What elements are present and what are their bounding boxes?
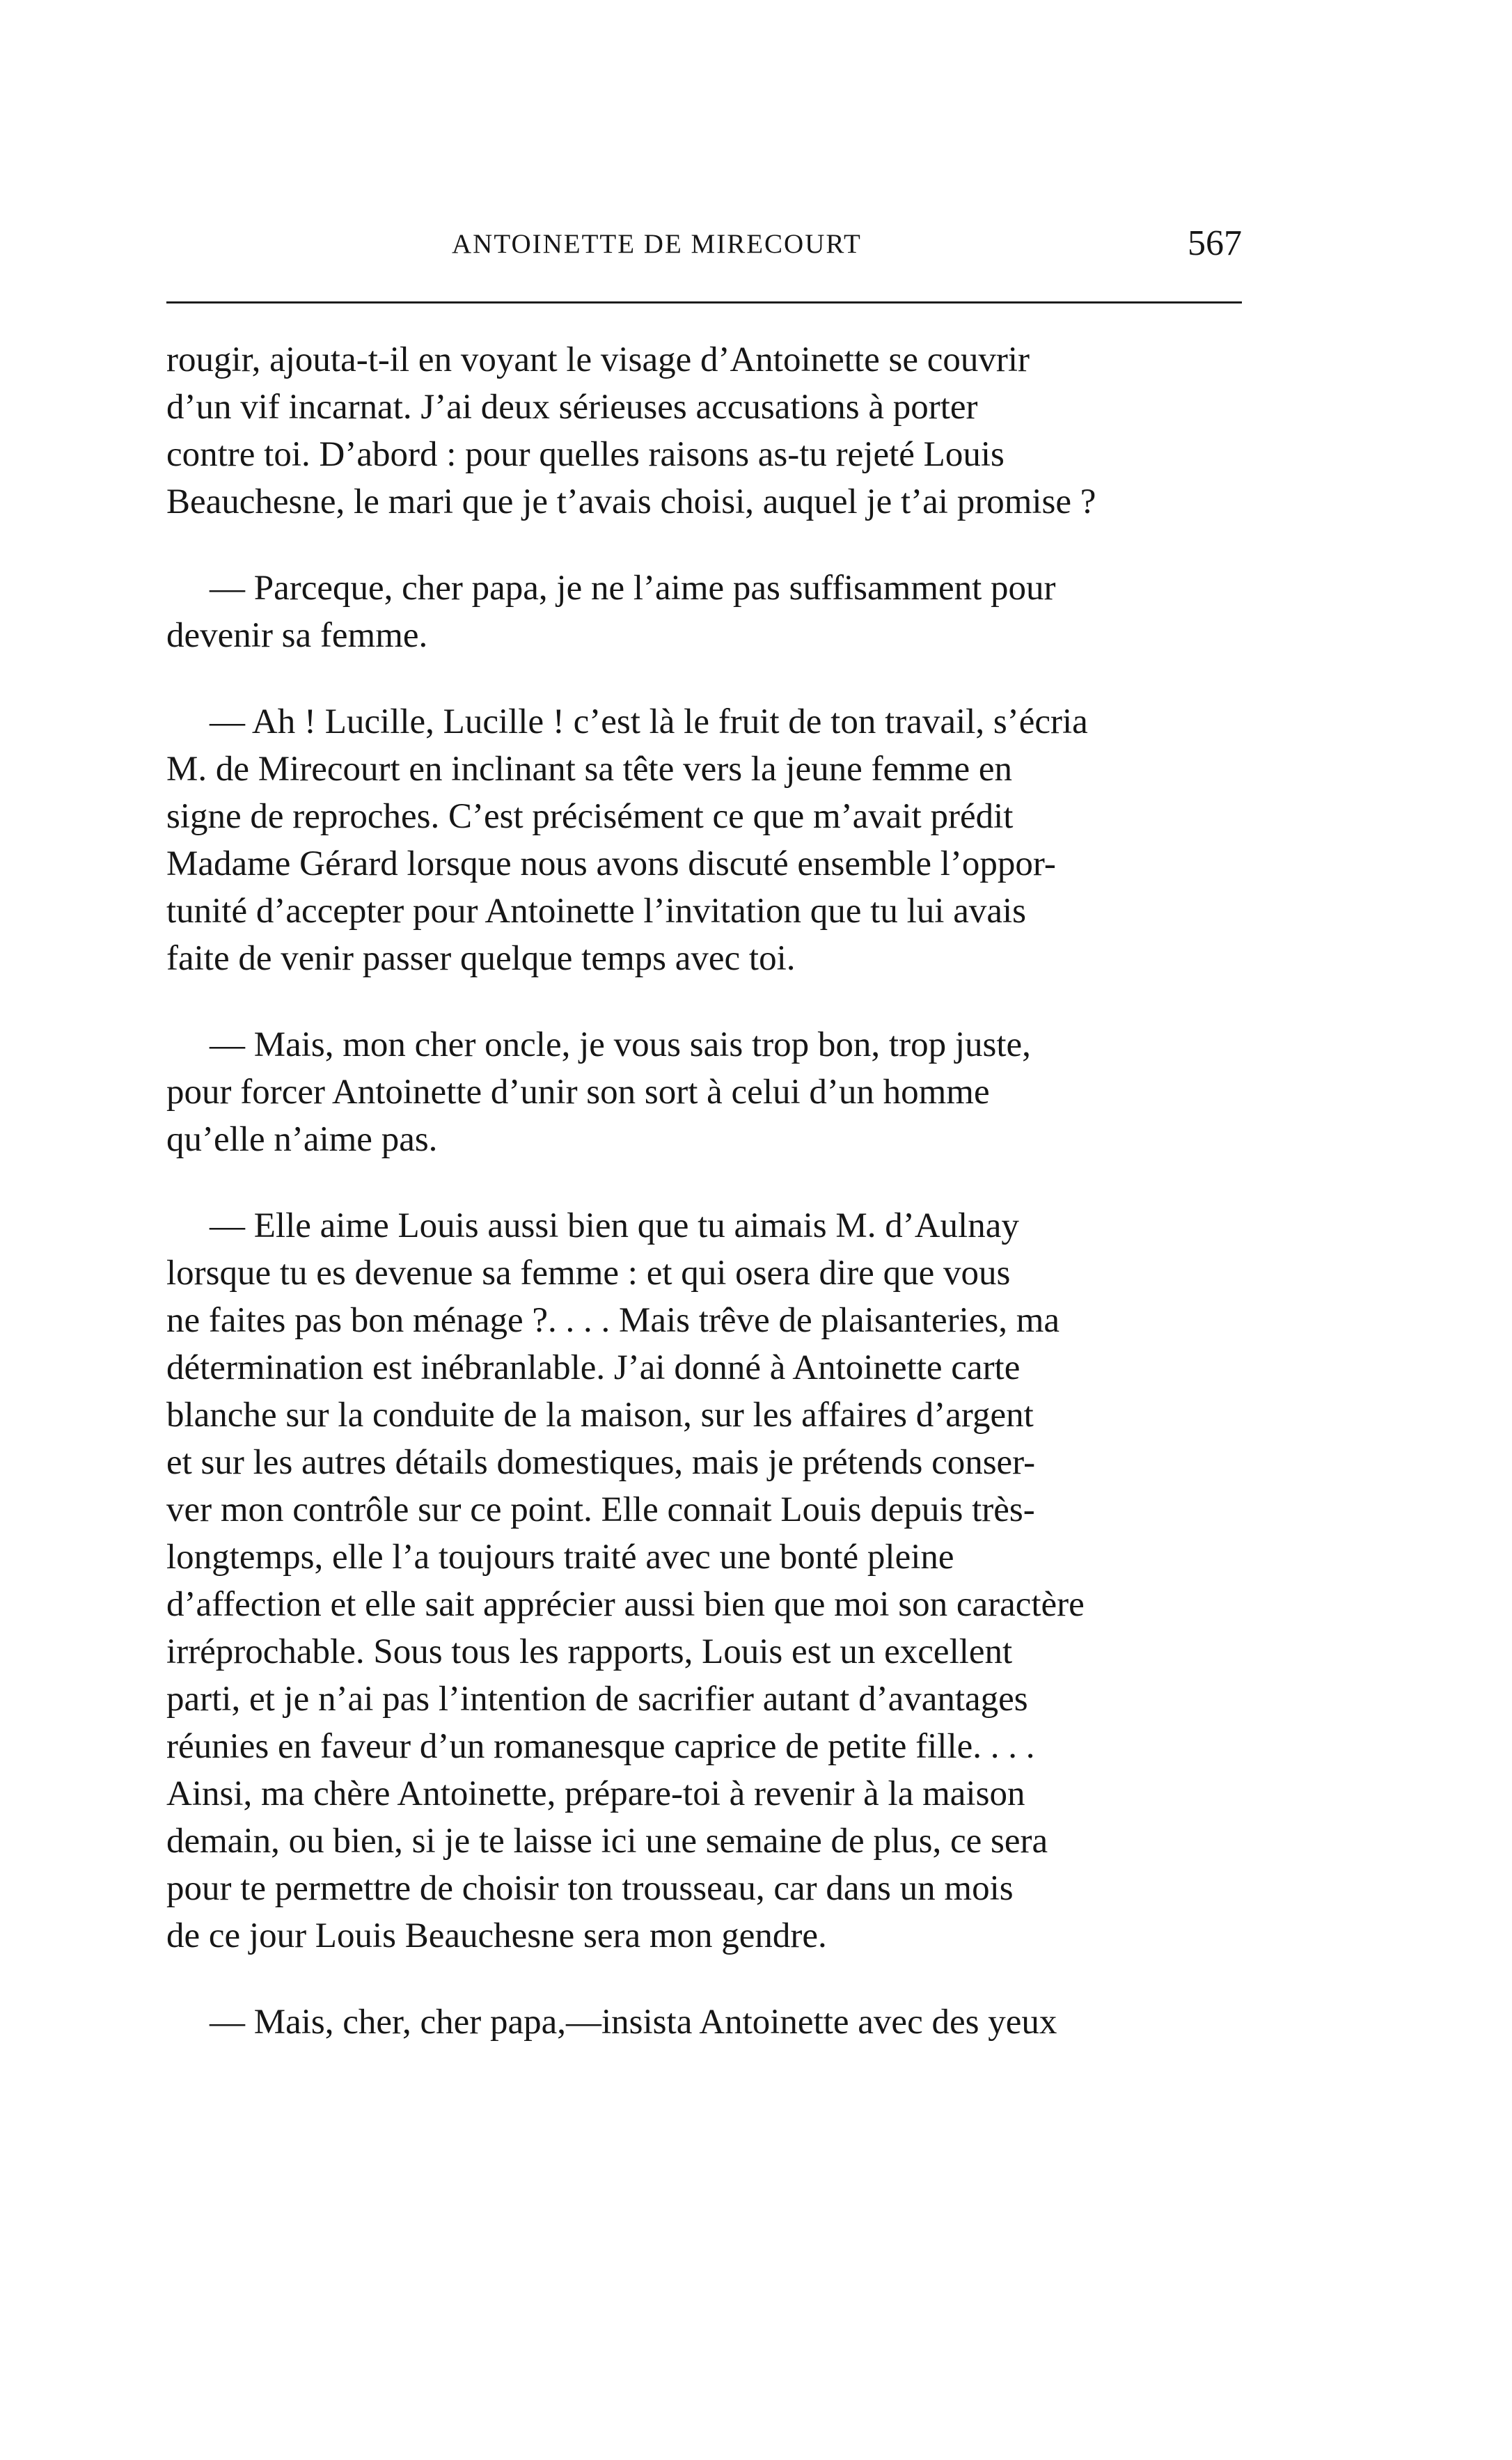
text-line: blanche sur la conduite de la maison, sur les affaires d’argent xyxy=(166,1396,1034,1435)
text-line: et sur les autres détails domestiques, mais je prétends conser- xyxy=(166,1443,1036,1482)
text-line: contre toi. D’abord : pour quelles raisons as-tu rejeté Louis xyxy=(166,435,1005,474)
text-line: rougir, ajouta-t-il en voyant le visage d’Antoinette se couvrir xyxy=(166,340,1030,379)
text-line: d’un vif incarnat. J’ai deux sérieuses accusations à porter xyxy=(166,388,978,427)
paragraph xyxy=(166,1202,1242,1960)
header-rule xyxy=(166,301,1242,303)
paragraph xyxy=(166,1998,1242,2046)
paragraph xyxy=(166,336,1242,526)
text-line: — Parceque, cher papa, je ne l’aime pas suffisamment pour xyxy=(210,569,1056,608)
text-line: détermination est inébranlable. J’ai donné à Antoinette carte xyxy=(166,1348,1021,1387)
text-line: — Mais, cher, cher papa,—insista Antoinette avec des yeux xyxy=(210,2003,1057,2042)
text-line: ver mon contrôle sur ce point. Elle connait Louis depuis très- xyxy=(166,1490,1035,1529)
text-line: Madame Gérard lorsque nous avons discuté ensemble l’oppor- xyxy=(166,844,1056,883)
text-line: qu’elle n’aime pas. xyxy=(166,1120,438,1159)
text-line: tunité d’accepter pour Antoinette l’invitation que tu lui avais xyxy=(166,892,1026,931)
text-line: lorsque tu es devenue sa femme : et qui osera dire que vous xyxy=(166,1254,1011,1293)
paragraph xyxy=(166,1021,1242,1163)
text-line: irréprochable. Sous tous les rapports, Louis est un excellent xyxy=(166,1632,1013,1671)
paragraph xyxy=(166,698,1242,982)
text-line: signe de reproches. C’est précisément ce que m’avait prédit xyxy=(166,797,1014,836)
text-line: pour te permettre de choisir ton trousseau, car dans un mois xyxy=(166,1869,1014,1908)
text-line: de ce jour Louis Beauchesne sera mon gendre. xyxy=(166,1916,827,1955)
text-line: demain, ou bien, si je te laisse ici une semaine de plus, ce sera xyxy=(166,1822,1048,1861)
text-line: — Ah ! Lucille, Lucille ! c’est là le fruit de ton travail, s’écria xyxy=(210,702,1088,741)
page-number: 567 xyxy=(1188,223,1242,263)
text-line: — Elle aime Louis aussi bien que tu aimais M. d’Aulnay xyxy=(210,1206,1019,1245)
body-text xyxy=(166,336,1242,2085)
text-line: d’affection et elle sait apprécier aussi bien que moi son caractère xyxy=(166,1585,1085,1624)
text-line: Ainsi, ma chère Antoinette, prépare-toi à revenir à la maison xyxy=(166,1774,1025,1813)
running-head xyxy=(166,221,1242,270)
text-line: parti, et je n’ai pas l’intention de sacrifier autant d’avantages xyxy=(166,1680,1028,1719)
text-line: Beauchesne, le mari que je t’avais choisi, auquel je t’ai promise ? xyxy=(166,482,1096,521)
text-line: longtemps, elle l’a toujours traité avec une bonté pleine xyxy=(166,1538,954,1577)
running-title: ANTOINETTE DE MIRECOURT xyxy=(452,229,862,259)
text-line: pour forcer Antoinette d’unir son sort à celui d’un homme xyxy=(166,1073,990,1112)
text-line: M. de Mirecourt en inclinant sa tête vers la jeune femme en xyxy=(166,750,1013,789)
text-line: faite de venir passer quelque temps avec toi. xyxy=(166,939,796,978)
text-line: — Mais, mon cher oncle, je vous sais trop bon, trop juste, xyxy=(210,1025,1031,1064)
text-line: réunies en faveur d’un romanesque caprice de petite fille. . . . xyxy=(166,1727,1035,1766)
text-line: devenir sa femme. xyxy=(166,616,428,655)
text-line: ne faites pas bon ménage ?. . . . Mais trêve de plaisanteries, ma xyxy=(166,1301,1060,1340)
paragraph xyxy=(166,565,1242,659)
